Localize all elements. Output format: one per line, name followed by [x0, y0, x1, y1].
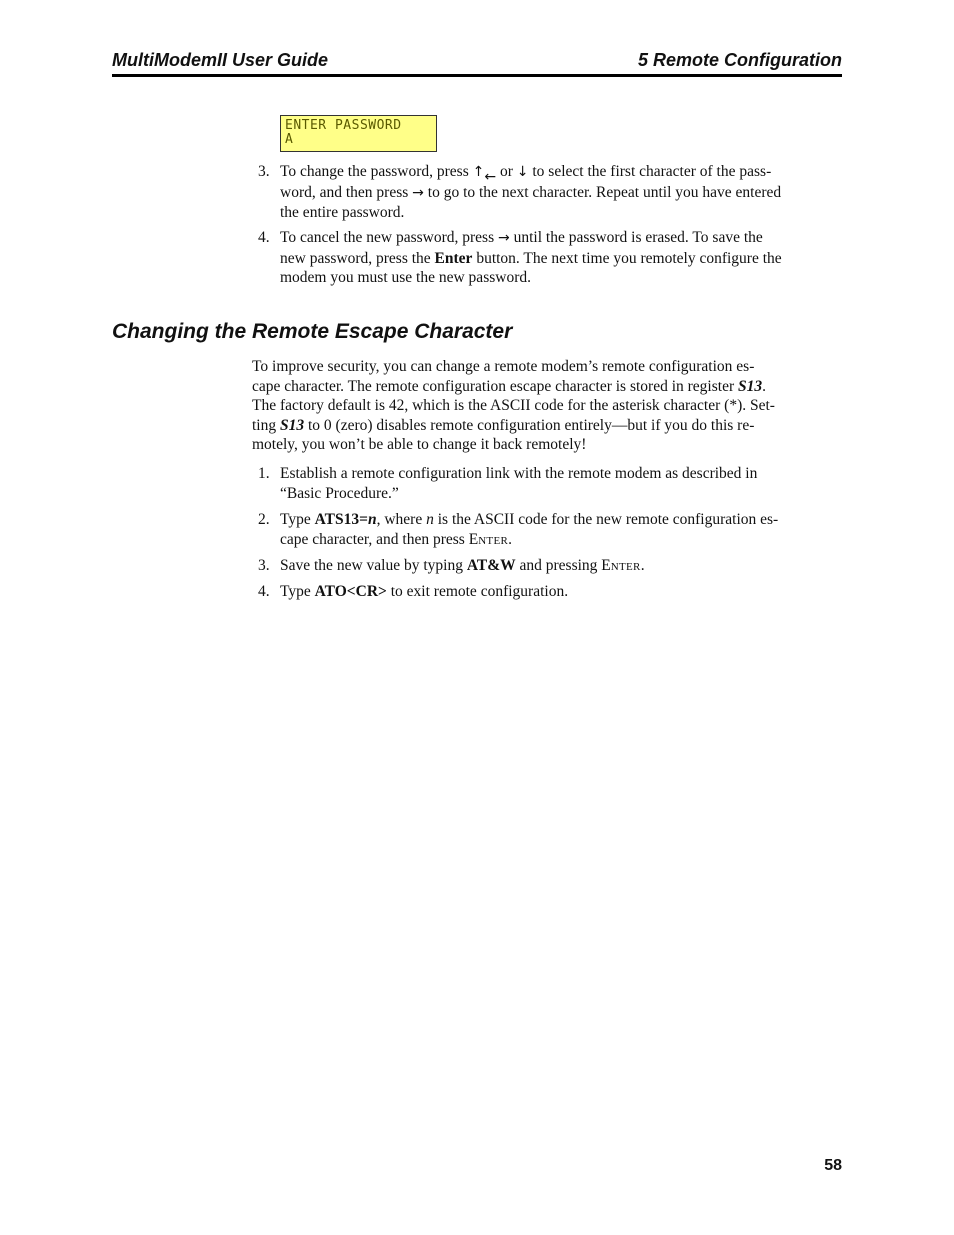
- section-intro: [252, 357, 842, 455]
- step-text: Type: [280, 583, 315, 600]
- step-text: to select the first character of the pass-: [528, 163, 772, 180]
- step-text: cape character, and then press: [280, 530, 469, 548]
- step-text: , where: [376, 511, 427, 528]
- step-text: Save the new value by typing: [280, 557, 467, 574]
- step-text: and pressing: [515, 557, 602, 574]
- step-number: 2.: [258, 511, 270, 528]
- variable-text: n: [426, 511, 434, 528]
- register-name: S13: [738, 377, 763, 395]
- right-arrow-icon: →: [498, 230, 510, 246]
- step-text: modem you must use the new password.: [280, 269, 531, 286]
- section-heading: Changing the Remote Escape Character: [112, 320, 513, 343]
- step-text: button. The next time you remotely configure the: [472, 249, 782, 267]
- page-header: [112, 48, 842, 77]
- lcd-line-1: ENTER PASSWORD: [285, 118, 402, 133]
- step-text: Establish a remote configuration link with the remote modem as described in: [280, 465, 758, 482]
- intro-line: ting: [252, 416, 280, 434]
- enter-button-label: Enter: [434, 249, 473, 267]
- step-text: to go to the next character. Repeat until you have entered: [423, 183, 782, 201]
- intro-line: The factory default is 42, which is the ASCII code for the asterisk character (*). Set-: [252, 397, 775, 414]
- header-guide-title: MultiModemII User Guide: [112, 50, 329, 70]
- variable-text: n: [367, 511, 377, 528]
- escape-step-1: [258, 464, 848, 503]
- step-text: “Basic Procedure.”: [280, 484, 399, 502]
- step-text: Type: [280, 511, 315, 528]
- command-text: AT&W: [466, 557, 516, 574]
- register-name: S13: [280, 416, 305, 434]
- command-text: ATO<CR>: [314, 583, 387, 600]
- intro-line: motely, you won’t be able to change it back remotely!: [252, 436, 587, 453]
- password-step-4: [258, 228, 848, 288]
- lcd-display: [280, 115, 437, 152]
- step-number: 1.: [258, 465, 270, 482]
- page-number: 58: [824, 1157, 842, 1174]
- command-text: ATS13=: [314, 511, 368, 528]
- step-number: 3.: [258, 557, 270, 574]
- enter-key-label: ENTER: [601, 557, 641, 574]
- header-chapter-title: 5 Remote Configuration: [637, 50, 842, 70]
- step-text: .: [508, 530, 512, 548]
- intro-line: to 0 (zero) disables remote configuration entirely—but if you do this re-: [304, 416, 755, 434]
- right-arrow-icon: →: [412, 184, 424, 201]
- escape-step-4: [258, 582, 848, 602]
- intro-line: cape character. The remote configuration escape character is stored in register: [252, 377, 738, 395]
- enter-key-label: ENTER: [468, 530, 509, 548]
- step-text: To change the password, press: [280, 163, 473, 180]
- escape-step-3: [258, 556, 848, 578]
- step-text: To cancel the new password, press: [280, 229, 498, 246]
- step-text: the entire password.: [280, 204, 405, 221]
- left-arrow-icon: ←: [484, 169, 497, 185]
- password-step-3: [258, 162, 848, 223]
- step-text: until the password is erased. To save the: [509, 229, 763, 246]
- step-number: 3.: [258, 163, 270, 180]
- intro-line: To improve security, you can change a remote modem’s remote configuration es-: [252, 358, 755, 375]
- step-text: is the ASCII code for the new remote configuration es-: [433, 511, 779, 528]
- step-text: new password, press the: [280, 249, 435, 267]
- step-text: to exit remote configuration.: [386, 583, 569, 600]
- step-number: 4.: [258, 583, 270, 600]
- step-text: word, and then press: [280, 183, 413, 201]
- step-text: or: [496, 163, 517, 180]
- down-arrow-icon: ↓: [516, 164, 529, 180]
- intro-line: .: [762, 377, 766, 395]
- step-number: 4.: [258, 229, 270, 246]
- escape-step-2: [258, 510, 848, 551]
- step-text: .: [640, 557, 645, 574]
- lcd-line-2: A: [285, 132, 294, 147]
- up-arrow-icon: ↑: [472, 164, 485, 180]
